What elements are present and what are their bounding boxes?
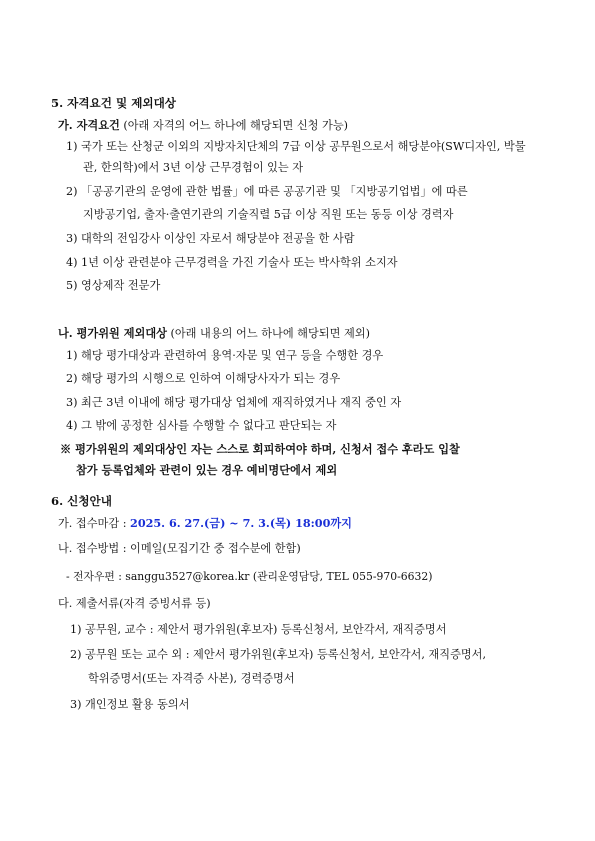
- qualification-item-2: 2) 「공공기관의 운영에 관한 법률」에 따른 공공기관 및 「지방공기업법」에 따른: [66, 185, 468, 198]
- qualification-item-4: 4) 1년 이상 관련분야 근무경력을 가진 기술사 또는 박사학위 소지자: [66, 256, 398, 269]
- document-item-3: 3) 개인정보 활용 동의서: [70, 698, 190, 711]
- submission-method: 나. 접수방법 : 이메일(모집기간 중 접수분에 한함): [58, 542, 301, 555]
- exclusion-item-2: 2) 해당 평가의 시행으로 인하여 이해당사자가 되는 경우: [66, 372, 341, 385]
- qualification-title-line: [58, 117, 348, 134]
- qualification-title: 가. 자격요건: [58, 118, 120, 132]
- document-item-2-cont: 학위증명서(또는 자격증 사본), 경력증명서: [88, 672, 295, 685]
- exclusion-item-3: 3) 최근 3년 이내에 해당 평가대상 업체에 재직하였거나 재직 중인 자: [66, 396, 402, 409]
- documents-title: 다. 제출서류(자격 증빙서류 등): [58, 597, 211, 610]
- exclusion-note: (아래 내용의 어느 하나에 해당되면 제외): [170, 327, 370, 340]
- exclusion-item-4: 4) 그 밖에 공정한 심사를 수행할 수 없다고 판단되는 자: [66, 419, 337, 432]
- section-5-heading: 5. 자격요건 및 제외대상: [51, 96, 177, 110]
- deadline-line: [58, 515, 352, 532]
- deadline-label: 가. 접수마감 :: [58, 517, 127, 530]
- qualification-item-1-cont: 관, 한의학)에서 3년 이상 근무경험이 있는 자: [83, 161, 304, 174]
- section-6-heading: 6. 신청안내: [51, 494, 112, 508]
- email-contact: - 전자우편 : sanggu3527@korea.kr (관리운영담당, TEL 055-970-6632): [66, 570, 433, 583]
- deadline-value: 2025. 6. 27.(금) ~ 7. 3.(목) 18:00까지: [130, 516, 352, 530]
- exclusion-item-1: 1) 해당 평가대상과 관련하여 용역·자문 및 연구 등을 수행한 경우: [66, 349, 384, 362]
- document-item-1: 1) 공무원, 교수 : 제안서 평가위원(후보자) 등록신청서, 보안각서, 재직증명서: [70, 623, 447, 636]
- qualification-item-1: 1) 국가 또는 산청군 이외의 지방자치단체의 7급 이상 공무원으로서 해당분야(SW디자인, 박물: [66, 140, 526, 153]
- document-item-2: 2) 공무원 또는 교수 외 : 제안서 평가위원(후보자) 등록신청서, 보안각서, 재직증명서,: [70, 648, 487, 661]
- qualification-note: (아래 자격의 어느 하나에 해당되면 신청 가능): [123, 119, 348, 132]
- exclusion-title: 나. 평가위원 제외대상: [58, 326, 167, 340]
- exclusion-title-line: [58, 325, 370, 342]
- qualification-item-3: 3) 대학의 전임강사 이상인 자로서 해당분야 전공을 한 사람: [66, 232, 355, 245]
- warning-note: ※ 평가위원의 제외대상인 자는 스스로 회피하여야 하며, 신청서 접수 후라도 입찰: [60, 442, 460, 456]
- qualification-item-2-cont: 지방공기업, 출자·출연기관의 기술직렬 5급 이상 직원 또는 동등 이상 경력자: [83, 208, 454, 221]
- warning-note-cont: 참가 등록업체와 관련이 있는 경우 예비명단에서 제외: [76, 463, 338, 477]
- qualification-item-5: 5) 영상제작 전문가: [66, 279, 161, 292]
